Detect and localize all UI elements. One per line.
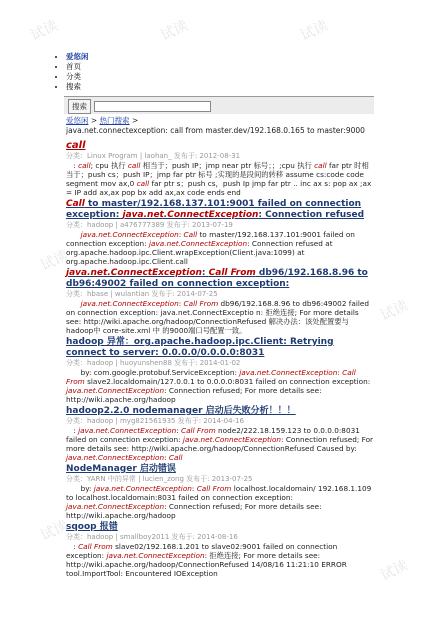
- result-excerpt-text: java.net.ConnectException: [182, 435, 282, 444]
- result-excerpt-text: [66, 230, 81, 239]
- result-excerpt: [66, 230, 376, 266]
- result-excerpt-text: call: [314, 161, 327, 170]
- result-excerpt-text: java.net.ConnectException: [93, 484, 192, 493]
- search-input[interactable]: [94, 101, 211, 112]
- result-excerpt-text: java.net.ConnectException: [80, 299, 179, 308]
- result-meta: 分类：hadoop | myg821561935 发布于: 2014-04-16: [66, 417, 244, 425]
- result-excerpt-text: far ptr s；push cs，push Ip jmp far ptr .. inc ax s: pop ax ;ax = IP add ax,ax pop bx add ax,ax code ends end: [66, 179, 372, 197]
- result-title-text: Call From: [208, 268, 256, 278]
- result-excerpt-text: :: [337, 368, 343, 377]
- result-title-text: NodeManager 启动错误: [66, 464, 176, 474]
- result-title-text: sqoop 报错: [66, 522, 118, 532]
- result-item: [66, 337, 376, 404]
- result-excerpt-text: Call: [168, 453, 183, 462]
- result-title-text: java.net.ConnectException: [122, 210, 259, 220]
- result-excerpt-text: java.net.ConnectException: [106, 551, 205, 560]
- result-title-text: hadoop2.2.0 nodemanager 启动后失败分析！！！: [66, 406, 296, 416]
- result-meta: 分类：hadoop | huoyunshen88 发布于: 2014-01-02: [66, 359, 241, 367]
- result-excerpt: [66, 542, 376, 578]
- result-title-link[interactable]: [66, 522, 376, 533]
- breadcrumb: [66, 116, 365, 136]
- result-excerpt-text: call: [127, 161, 141, 170]
- result-excerpt-text: java.net.ConnectException: [66, 453, 165, 462]
- result-excerpt-text: Call: [183, 230, 198, 239]
- result-excerpt-text: java.net.ConnectException: [148, 239, 248, 248]
- result-excerpt-text: :: [66, 161, 79, 170]
- result-meta: 分类：YARN 中的异常 | lucien_zong 发布于: 2013-07-25: [66, 475, 253, 483]
- result-excerpt-text: call: [136, 179, 150, 188]
- result-excerpt-text: java.net.ConnectException: [80, 230, 179, 239]
- result-title-text: : Connection refused: [258, 210, 365, 220]
- result-excerpt-text: : Connection refused; For more details see: http://wiki.apache.org/hadoop: [66, 502, 322, 520]
- result-excerpt-text: :: [164, 453, 169, 462]
- nav-item-category[interactable]: [66, 72, 89, 82]
- breadcrumb-home[interactable]: 爱悠闲: [66, 116, 89, 125]
- result-excerpt: [66, 161, 376, 197]
- result-item: [66, 140, 376, 197]
- result-item: [66, 522, 376, 578]
- result-title-text: Call: [66, 199, 85, 209]
- result-excerpt-text: :: [178, 230, 184, 239]
- result-title-text: :: [201, 268, 209, 278]
- result-excerpt-text: :: [66, 426, 79, 435]
- result-excerpt-text: slave2.localdomain/127.0.0.1 to 0.0.0.0:8031 failed on connection exception:: [84, 377, 371, 386]
- breadcrumb-current: java.net.connectexception: call from master.dev/192.168.0.165 to master:9000: [66, 126, 365, 135]
- result-item: [66, 199, 376, 266]
- result-item: [66, 406, 376, 462]
- result-title-link[interactable]: [66, 464, 376, 475]
- result-excerpt-text: java.net.ConnectException: [66, 386, 165, 395]
- result-meta: 分类：Linux Program | laohan_ 发布于: 2012-08-31: [66, 152, 241, 160]
- result-item: [66, 268, 376, 335]
- result-excerpt-text: call: [78, 161, 91, 170]
- result-excerpt-text: :: [178, 299, 184, 308]
- result-item: [66, 464, 376, 520]
- result-title-text: java.net.ConnectException: [66, 268, 202, 278]
- result-excerpt: [66, 299, 376, 335]
- result-title-link[interactable]: [66, 199, 376, 221]
- result-title-link[interactable]: [66, 337, 376, 359]
- result-title-text: hadoop 异常：org.apache.hadoop.ipc.Client: Retrying connect to server: 0.0.0.0/0.0.0.0:8031: [66, 337, 334, 358]
- result-title-text: to master/192.168.137.101:9001 failed on connection exception:: [66, 199, 362, 220]
- search-button[interactable]: 搜索: [68, 99, 91, 114]
- result-excerpt-text: java.net.ConnectException: [239, 368, 338, 377]
- search-bar: [64, 96, 374, 114]
- result-title-text: call: [66, 140, 86, 151]
- result-excerpt-text: : Connection refused; For more details see: http://wiki.apache.org/hadoop/ConnectionRefused Caused by:: [66, 435, 374, 453]
- result-excerpt-text: : 拒绝连接; For more details see: http://wiki.apache.org/hadoop/ConnectionRefused 14/08/16 11:21:10 ERROR tool.ImportTool: Encountered IOException: [66, 551, 347, 578]
- result-excerpt-text: java.net.ConnectException: [66, 502, 165, 511]
- nav-search-link[interactable]: 搜索: [66, 82, 81, 91]
- result-excerpt-text: ; cpu 执行: [90, 161, 128, 170]
- result-excerpt-text: Call From: [196, 484, 232, 493]
- result-excerpt-text: Call From: [66, 368, 356, 386]
- result-meta: 分类：hadoop | smallboy2011 发布于: 2014-08-16: [66, 533, 238, 541]
- results-list: [66, 140, 376, 580]
- nav-item-home[interactable]: [66, 62, 89, 72]
- result-excerpt-text: localhost.localdomain/ 192.168.1.109 to localhost.localdomain:8031 failed on connection exception:: [66, 484, 372, 502]
- result-meta: 分类：hbase | wulantian 发布于: 2014-07-25: [66, 290, 218, 298]
- top-nav: [56, 52, 89, 92]
- result-excerpt-text: java.net.ConnectException: [78, 426, 177, 435]
- brand-link[interactable]: 爱悠闲: [66, 52, 89, 61]
- result-meta: 分类：hadoop | a476777389 发布于: 2013-07-19: [66, 221, 233, 229]
- result-excerpt-text: Call From: [78, 542, 113, 551]
- result-title-link[interactable]: [66, 140, 376, 152]
- result-excerpt-text: :: [176, 426, 181, 435]
- result-excerpt-text: :: [66, 542, 79, 551]
- nav-category-link[interactable]: 分类: [66, 72, 81, 81]
- result-excerpt: [66, 426, 376, 462]
- result-excerpt-text: to master/192.168.137.101:9001 failed on connection exception:: [66, 230, 355, 248]
- result-excerpt-text: : Connection refused at org.apache.hadoop.ipc.Client.wrapException(Client.java:1099) at org.apache.hadoop.ipc.Client.call: [66, 239, 333, 266]
- breadcrumb-hot[interactable]: 热门搜索: [99, 116, 130, 125]
- breadcrumb-sep: >: [129, 116, 139, 125]
- result-excerpt-text: db96/192.168.8.96 to db96:49002 failed on connection exception: java.net.ConnectExceptio n: 拒绝连接; For more details see: http://wiki.apache.org/hadoop/ConnectionRefused 解决办法：该处配置要与hadoop中 core-site.xml 中 的9000端口号配置一致。: [66, 299, 370, 335]
- result-excerpt: [66, 368, 376, 404]
- result-excerpt-text: Call From: [183, 299, 219, 308]
- result-title-link[interactable]: [66, 268, 376, 290]
- result-excerpt-text: [66, 299, 81, 308]
- nav-home-link[interactable]: 首页: [66, 62, 81, 71]
- breadcrumb-sep: >: [88, 116, 100, 125]
- result-excerpt-text: slave02/192.168.1.201 to slave02:9001 failed on connection exception:: [66, 542, 338, 560]
- result-title-link[interactable]: [66, 406, 376, 417]
- result-excerpt-text: by:: [66, 484, 94, 493]
- result-title-text: db96/192.168.8.96 to db96:49002 failed on connection exception:: [66, 268, 368, 289]
- nav-item-search[interactable]: [66, 82, 89, 92]
- result-excerpt-text: Call From: [180, 426, 216, 435]
- result-excerpt: [66, 484, 376, 520]
- result-excerpt-text: : Connection refused; For more details see: http://wiki.apache.org/hadoop: [66, 386, 322, 404]
- result-excerpt-text: far ptr 时相当于；push cs；push IP；jmp far ptr 标号 ;实现的是段间的转移 assume cs:code code segment mov ax,0: [66, 161, 369, 188]
- result-excerpt-text: :: [191, 484, 197, 493]
- nav-brand[interactable]: [66, 52, 89, 62]
- result-excerpt-text: by: com.google.protobuf.ServiceException:: [66, 368, 240, 377]
- result-excerpt-text: node2/222.18.159.123 to 0.0.0.0:8031 failed on connection exception:: [66, 426, 360, 444]
- result-excerpt-text: 相当于；push IP；jmp near ptr 标号；；;cpu 执行: [140, 161, 315, 170]
